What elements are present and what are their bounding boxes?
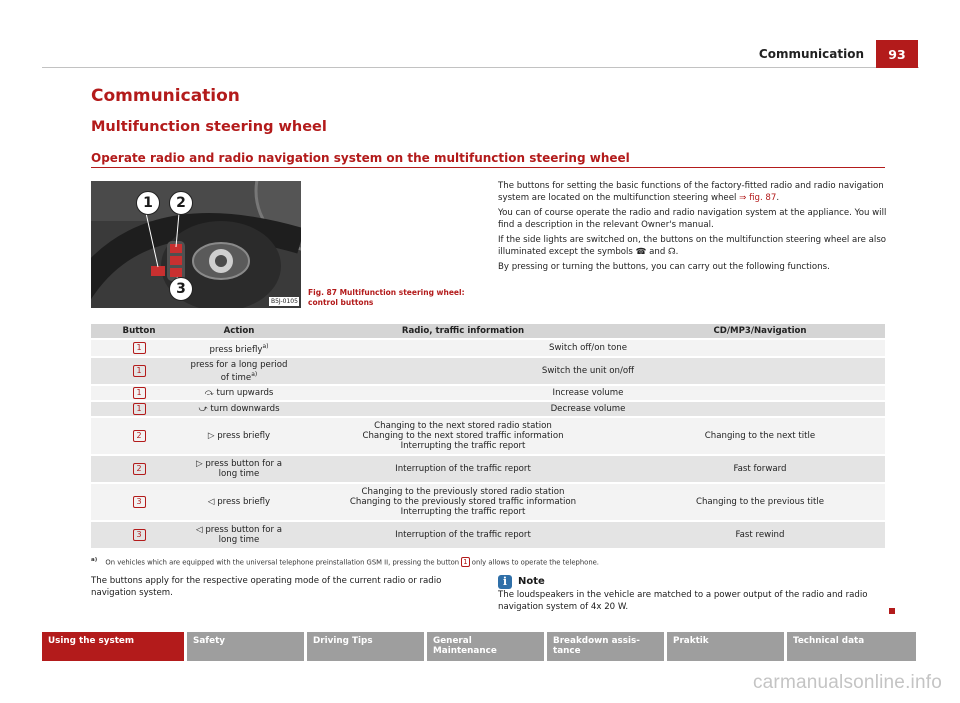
intro-paragraph-4: By pressing or turning the buttons, you can carry out the following functions.: [498, 262, 830, 272]
intro-p3-text: If the side lights are switched on, the buttons on the multifunction steering wheel are also illuminated except the symbols: [498, 235, 887, 257]
col-header-button: Button: [91, 324, 187, 338]
cd-cell: Changing to the previous title: [635, 484, 885, 520]
footnote-mark: a): [91, 557, 98, 563]
button-number: 3: [133, 529, 146, 541]
nav-tab-breakdown-assistance[interactable]: Breakdown assis-tance: [547, 632, 664, 661]
footnote-button-number: 1: [463, 558, 468, 567]
button-number: 1: [133, 403, 146, 415]
nav-tab-general-maintenance[interactable]: General Maintenance: [427, 632, 544, 661]
section-end-marker: [889, 608, 895, 614]
action-cell: ◁ press button for a long time: [187, 522, 291, 548]
merged-cell: Switch the unit on/off: [291, 358, 885, 384]
radio-cell: [291, 418, 635, 454]
button-cell: [91, 418, 187, 454]
voice-icon: ☊: [668, 247, 676, 257]
radio-line: Interrupting the traffic report: [400, 441, 526, 451]
section-heading: Multifunction steering wheel: [91, 119, 327, 135]
table-footnote: [91, 557, 885, 567]
subsection-rule: [91, 167, 885, 168]
cd-cell: Changing to the next title: [635, 418, 885, 454]
footer-navigation: [42, 632, 919, 661]
note-header: [498, 575, 888, 589]
radio-line: Changing to the next stored radio station: [374, 421, 552, 431]
callout-3: 3: [169, 277, 193, 301]
cd-cell: Fast rewind: [635, 522, 885, 548]
cd-cell: Fast forward: [635, 456, 885, 482]
subsection-heading: Operate radio and radio navigation system on the multifunction steering wheel: [91, 151, 630, 165]
figure-caption: Fig. 87 Multifunction steering wheel: control buttons: [308, 288, 465, 307]
table-row: [91, 358, 885, 384]
radio-line: Changing to the next stored traffic information: [362, 431, 564, 441]
merged-cell: Decrease volume: [291, 402, 885, 416]
intro-paragraph-1: [498, 180, 888, 204]
col-header-cd: CD/MP3/Navigation: [635, 324, 885, 338]
info-icon: i: [498, 575, 512, 589]
button-cell: [91, 340, 187, 356]
intro-p1-text: The buttons for setting the basic functions of the factory-fitted radio and radio navigation system are located on the multifunction steering wheel: [498, 181, 884, 203]
button-cell: [91, 358, 187, 384]
merged-cell: Switch off/on tone: [291, 340, 885, 356]
table-row: [91, 522, 885, 548]
footnote-text-before: On vehicles which are equipped with the universal telephone preinstallation GSM II, pressing the button: [105, 558, 460, 567]
action-cell: [187, 358, 291, 384]
action-cell: [187, 340, 291, 356]
footnote-ref: a): [262, 342, 269, 350]
button-cell: [91, 456, 187, 482]
nav-tab-driving-tips[interactable]: Driving Tips: [307, 632, 424, 661]
action-cell: ▷ press briefly: [187, 418, 291, 454]
button-number: 2: [133, 463, 146, 475]
button-number: 1: [133, 342, 146, 354]
table-row: [91, 484, 885, 520]
button-cell: [91, 484, 187, 520]
function-table: [91, 322, 885, 550]
table-row: [91, 456, 885, 482]
footnote-text-after: only allows to operate the telephone.: [471, 558, 599, 567]
button-number: 1: [133, 365, 146, 377]
radio-cell: [291, 484, 635, 520]
table-header-row: [91, 324, 885, 338]
action-cell: ◁ press briefly: [187, 484, 291, 520]
nav-tab-praktik[interactable]: Praktik: [667, 632, 784, 661]
intro-text: [498, 180, 888, 276]
figure-code: B5J-0105: [271, 298, 298, 305]
page-header: [0, 40, 960, 68]
table-row: [91, 402, 885, 416]
footnote-ref: a): [251, 370, 258, 378]
note-text: The loudspeakers in the vehicle are matched to a power output of the radio and radio navigation system of 4x 20 W.: [498, 590, 868, 612]
action-cell: ⤻ turn downwards: [187, 402, 291, 416]
steering-wheel-illustration: [91, 181, 301, 308]
nav-tab-using-the-system[interactable]: Using the system: [42, 632, 184, 661]
callout-1: 1: [136, 191, 160, 215]
button-number: 1: [133, 387, 146, 399]
radio-line: Changing to the previously stored radio station: [361, 487, 565, 497]
action-text: press briefly: [209, 344, 263, 355]
watermark: carmanualsonline.info: [752, 672, 942, 693]
button-cell: [91, 386, 187, 400]
merged-cell: Increase volume: [291, 386, 885, 400]
intro-paragraph-2: You can of course operate the radio and radio navigation system at the appliance. You will find a description in the relevant Owner's manual.: [498, 208, 887, 230]
intro-p3-end: .: [675, 247, 679, 257]
page-number: 93: [876, 40, 918, 68]
col-header-radio: Radio, traffic information: [291, 324, 635, 338]
buttons-apply-text: The buttons apply for the respective operating mode of the current radio or radio navigation system.: [91, 576, 442, 598]
note-box: [498, 575, 888, 613]
radio-line: Interruption of the traffic report: [395, 464, 531, 474]
action-cell: ⤼ turn upwards: [187, 386, 291, 400]
figure-reference-link[interactable]: ⇒ fig. 87: [739, 193, 777, 203]
col-header-action: Action: [187, 324, 291, 338]
button-number: 3: [133, 496, 146, 508]
action-cell: ▷ press button for a long time: [187, 456, 291, 482]
radio-line: Interruption of the traffic report: [395, 530, 531, 540]
header-rule: [42, 67, 919, 68]
intro-p1-end: .: [776, 193, 780, 203]
running-title: Communication: [758, 47, 864, 61]
chapter-heading: Communication: [91, 86, 240, 106]
nav-tab-technical-data[interactable]: Technical data: [787, 632, 916, 661]
steering-wheel-photo: [91, 181, 301, 308]
button-number: 2: [133, 430, 146, 442]
nav-tab-safety[interactable]: Safety: [187, 632, 304, 661]
intro-paragraph-3: [498, 234, 888, 258]
note-title: Note: [518, 576, 545, 587]
callout-2: 2: [169, 191, 193, 215]
action-text: press for a long period of time: [190, 359, 288, 383]
table-row: [91, 418, 885, 454]
radio-line: Interrupting the traffic report: [400, 507, 526, 517]
phone-icon: ☎: [635, 247, 647, 257]
table-row: [91, 386, 885, 400]
intro-p3-and: and: [649, 247, 666, 257]
radio-cell: [291, 522, 635, 548]
table-row: [91, 340, 885, 356]
button-cell: [91, 522, 187, 548]
radio-line: Changing to the previously stored traffic information: [349, 497, 577, 507]
button-cell: [91, 402, 187, 416]
radio-cell: [291, 456, 635, 482]
